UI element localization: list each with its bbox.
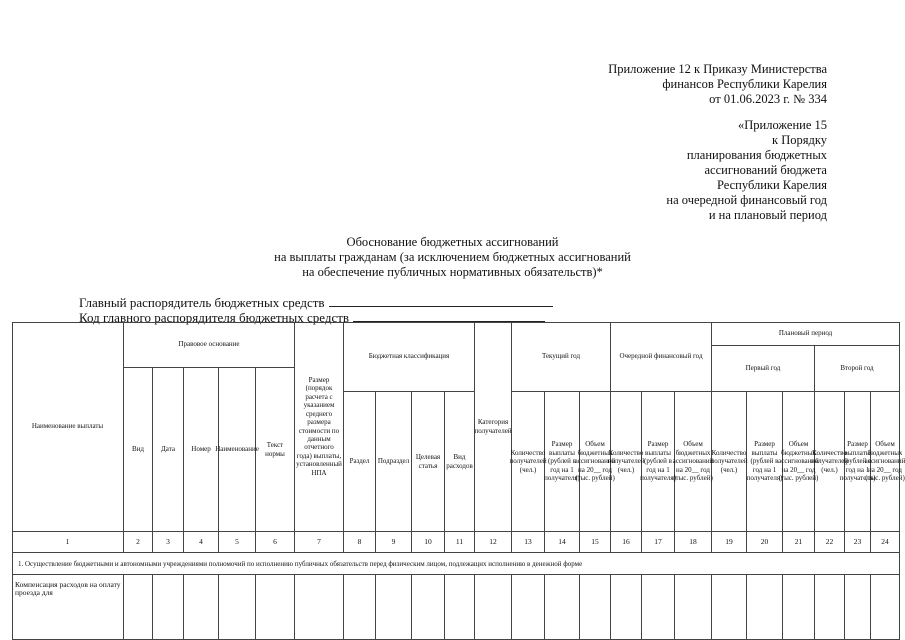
section-1-title: 1. Осуществление бюджетными и автономными учреждениями полномочий по исполнению публичных обязательств перед физическим лицом, подлежащих исполнению в денежной форме xyxy=(18,559,583,568)
document-title xyxy=(0,235,905,280)
column-number: 2 xyxy=(124,532,153,553)
header-allocation-volume: Объем бюджетных ассигнований на 20__ год (тыс. рублей) xyxy=(675,392,712,532)
main-manager-blank[interactable] xyxy=(329,294,553,307)
table-row-input-cell[interactable] xyxy=(256,575,295,640)
manager-code-blank[interactable] xyxy=(353,309,545,322)
column-number: 14 xyxy=(545,532,580,553)
appendix-15-line: на очередной финансовый год xyxy=(666,193,827,207)
appendix-12-line: Приложение 12 к Приказу Министерства xyxy=(608,62,827,76)
column-number: 9 xyxy=(376,532,412,553)
table-row-input-cell[interactable] xyxy=(871,575,900,640)
header-budget-sub: Целевая статья xyxy=(412,392,445,532)
appendix-12-note xyxy=(608,62,827,107)
appendix-15-line: к Порядку xyxy=(772,133,827,147)
table-row-input-cell[interactable] xyxy=(675,575,712,640)
header-legal-sub: Номер xyxy=(184,368,219,532)
main-manager-label: Главный распорядитель бюджетных средств xyxy=(79,295,325,310)
column-number: 17 xyxy=(642,532,675,553)
appendix-15-line: планирования бюджетных xyxy=(686,148,827,162)
column-number: 20 xyxy=(747,532,783,553)
column-number: 7 xyxy=(295,532,344,553)
appendix-12-line: финансов Республики Карелия xyxy=(662,77,827,91)
table-row-input-cell[interactable] xyxy=(153,575,184,640)
header-payment-per-recipient: Размер выплаты (рублей в год на 1 получателя) xyxy=(747,392,783,532)
header-payment-size: Размер (порядок расчета с указанием среднего размера стоимости по данным отчетного года) выплаты, установленный НПА xyxy=(295,322,344,532)
table-row-input-cell[interactable] xyxy=(642,575,675,640)
table-row-input-cell[interactable] xyxy=(344,575,376,640)
header-second-year: Второй год xyxy=(815,346,900,392)
table-row-input-cell[interactable] xyxy=(815,575,845,640)
header-next-year: Очередной финансовый год xyxy=(611,322,712,392)
column-number: 13 xyxy=(512,532,545,553)
header-recipient-category: Категория получателей xyxy=(475,322,512,532)
header-budget-classification: Бюджетная классификация xyxy=(344,322,475,392)
header-allocation-volume: Объем бюджетных ассигнований на 20__ год (тыс. рублей) xyxy=(580,392,611,532)
header-allocation-volume: Объем бюджетных ассигнований на 20__ год (тыс. рублей) xyxy=(783,392,815,532)
table-row-input-cell[interactable] xyxy=(783,575,815,640)
table-row-input-cell[interactable] xyxy=(845,575,871,640)
title-line: на выплаты гражданам (за исключением бюджетных ассигнований xyxy=(274,250,631,264)
column-number: 11 xyxy=(445,532,475,553)
column-number: 4 xyxy=(184,532,219,553)
table-row-input-cell[interactable] xyxy=(475,575,512,640)
table-row-input-cell[interactable] xyxy=(412,575,445,640)
column-number: 6 xyxy=(256,532,295,553)
header-planning-period: Плановый период xyxy=(712,322,900,346)
table-row-input-cell[interactable] xyxy=(184,575,219,640)
header-budget-sub: Раздел xyxy=(344,392,376,532)
column-number: 12 xyxy=(475,532,512,553)
table-row-input-cell[interactable] xyxy=(512,575,545,640)
appendix-15-line: «Приложение 15 xyxy=(738,118,827,132)
title-line: на обеспечение публичных нормативных обязательств)* xyxy=(302,265,603,279)
appendix-12-line: от 01.06.2023 г. № 334 xyxy=(709,92,827,106)
header-current-year: Текущий год xyxy=(512,322,611,392)
section-1-row xyxy=(12,553,900,575)
table-row-input-cell[interactable] xyxy=(611,575,642,640)
table-row-input-cell[interactable] xyxy=(376,575,412,640)
appendix-15-line: и на плановый период xyxy=(708,208,827,222)
column-number: 21 xyxy=(783,532,815,553)
column-number: 10 xyxy=(412,532,445,553)
header-payment-name: Наименование выплаты xyxy=(12,322,124,532)
row-1-payment-name: Компенсация расходов на оплату проезда для xyxy=(15,580,121,598)
appendix-15-line: ассигнований бюджета xyxy=(704,163,827,177)
table-row-name-cell xyxy=(12,575,124,640)
table-row-input-cell[interactable] xyxy=(295,575,344,640)
header-legal-sub: Дата xyxy=(153,368,184,532)
header-budget-sub: Вид расходов xyxy=(445,392,475,532)
table-row-input-cell[interactable] xyxy=(445,575,475,640)
column-number: 8 xyxy=(344,532,376,553)
header-legal-sub: Текст нормы xyxy=(256,368,295,532)
appendix-15-line: Республики Карелия xyxy=(716,178,827,192)
table-row-input-cell[interactable] xyxy=(712,575,747,640)
column-number: 16 xyxy=(611,532,642,553)
header-payment-per-recipient: Размер выплаты (рублей в год на 1 получателя) xyxy=(545,392,580,532)
table-row-input-cell[interactable] xyxy=(545,575,580,640)
header-legal-basis: Правовое основание xyxy=(124,322,295,368)
main-manager-field xyxy=(79,294,553,310)
header-recipient-count: Количество получателей (чел.) xyxy=(512,392,545,532)
header-first-year: Первый год xyxy=(712,346,815,392)
column-number: 19 xyxy=(712,532,747,553)
column-number: 15 xyxy=(580,532,611,553)
header-payment-per-recipient: Размер выплаты (рублей в год на 1 получателя) xyxy=(845,392,871,532)
header-recipient-count: Количество получателей (чел.) xyxy=(611,392,642,532)
table-row-input-cell[interactable] xyxy=(219,575,256,640)
header-budget-sub: Подраздел xyxy=(376,392,412,532)
header-recipient-count: Количество получателей (чел.) xyxy=(815,392,845,532)
table-row-input-cell[interactable] xyxy=(580,575,611,640)
appendix-15-note xyxy=(666,118,827,223)
title-line: Обоснование бюджетных ассигнований xyxy=(346,235,559,249)
header-legal-sub: Наименование xyxy=(219,368,256,532)
column-number: 18 xyxy=(675,532,712,553)
column-number: 23 xyxy=(845,532,871,553)
header-payment-per-recipient: Размер выплаты (рублей в год на 1 получателя) xyxy=(642,392,675,532)
column-number: 5 xyxy=(219,532,256,553)
column-number: 3 xyxy=(153,532,184,553)
table-row-input-cell[interactable] xyxy=(747,575,783,640)
column-number: 24 xyxy=(871,532,900,553)
manager-code-label: Код главного распорядителя бюджетных средств xyxy=(79,310,350,325)
column-number: 22 xyxy=(815,532,845,553)
header-recipient-count: Количество получателей (чел.) xyxy=(712,392,747,532)
column-number: 1 xyxy=(12,532,124,553)
header-legal-sub: Вид xyxy=(124,368,153,532)
header-allocation-volume: Объем бюджетных ассигнований на 20__ год (тыс. рублей) xyxy=(871,392,900,532)
table-row-input-cell[interactable] xyxy=(124,575,153,640)
